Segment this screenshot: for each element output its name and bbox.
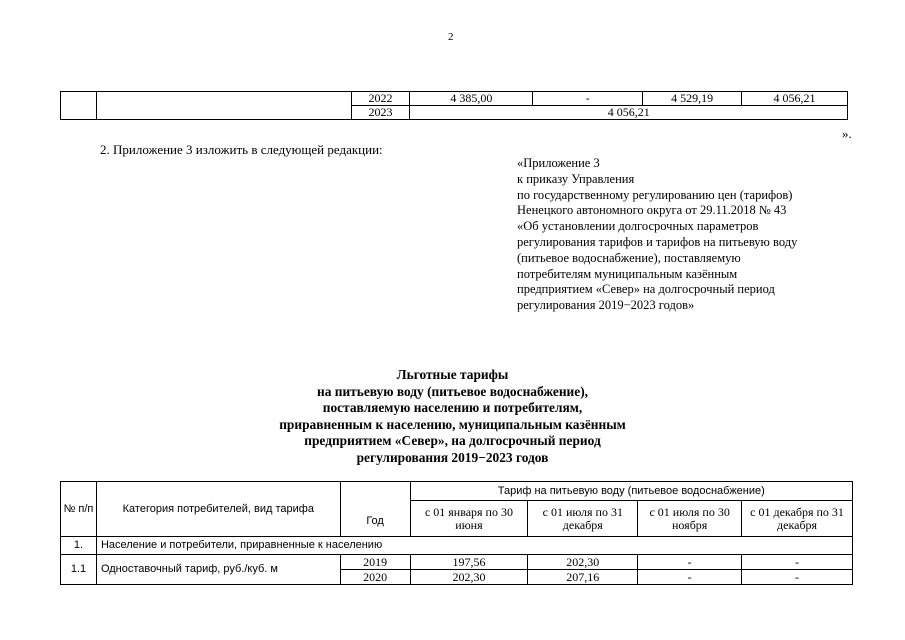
tariff-value: 197,56 [410, 555, 528, 570]
year-cell: 2023 [351, 106, 410, 120]
tariff-value: 207,16 [528, 570, 638, 585]
appendix-heading [517, 156, 847, 314]
title-line: поставляемую населению и потребителям, [322, 400, 583, 415]
header-number: № п/п [61, 482, 97, 537]
tariff-value: - [742, 555, 853, 570]
appendix-line: регулирования тарифов и тарифов на питьевую воду [517, 234, 798, 249]
value-cell: - [533, 92, 643, 106]
tariff-value: 202,30 [410, 570, 528, 585]
header-period-2: с 01 июля по 31 декабря [528, 501, 638, 537]
header-period-4: с 01 декабря по 31 декабря [742, 501, 853, 537]
title-line: Льготные тарифы [396, 367, 509, 382]
empty-cell [96, 92, 351, 120]
tariff-value: - [638, 555, 742, 570]
value-cell: 4 056,21 [742, 92, 848, 106]
year-cell: 2020 [340, 570, 410, 585]
year-cell: 2019 [340, 555, 410, 570]
title-line: регулирования 2019−2023 годов [356, 449, 549, 465]
appendix-line: потребителям муниципальным казённым [517, 266, 738, 281]
body-paragraph: 2. Приложение 3 изложить в следующей редакции: [100, 142, 383, 157]
document-title [200, 367, 705, 466]
appendix-line: к приказу Управления [517, 171, 635, 186]
title-line: предприятием «Север», на долгосрочный период [304, 433, 601, 448]
appendix-line: (питьевое водоснабжение), поставляемую [517, 250, 741, 265]
title-line: приравненным к населению, муниципальным казённым [279, 416, 626, 432]
header-period-3: с 01 июля по 30 ноября [638, 501, 742, 537]
header-year: Год [340, 482, 410, 537]
value-cell: 4 529,19 [643, 92, 742, 106]
appendix-line: Ненецкого автономного округа от 29.11.2018 № 43 [517, 203, 787, 218]
page-number: 2 [448, 31, 454, 43]
top-continuation-table [60, 91, 848, 120]
quote-end: ». [842, 126, 852, 141]
row-number: 1.1 [61, 555, 97, 585]
header-tariff-group: Тариф на питьевую воду (питьевое водоснабжение) [410, 482, 852, 501]
appendix-line: регулирования 2019−2023 годов» [517, 298, 695, 313]
header-category: Категория потребителей, вид тарифа [96, 482, 340, 537]
empty-cell [61, 92, 97, 120]
section-label: Население и потребители, приравненные к населению [96, 537, 852, 555]
appendix-line: предприятием «Север» на долгосрочный период [517, 282, 775, 297]
appendix-line: «Об установлении долгосрочных параметров [517, 219, 759, 234]
section-number: 1. [61, 537, 97, 555]
year-cell: 2022 [351, 92, 410, 106]
merged-value-cell: 4 056,21 [410, 106, 848, 120]
tariff-value: - [742, 570, 853, 585]
header-period-1: с 01 января по 30 июня [410, 501, 528, 537]
appendix-line: «Приложение 3 [517, 156, 600, 170]
row-label: Одноставочный тариф, руб./куб. м [96, 555, 340, 585]
tariff-table [60, 481, 853, 585]
value-cell: 4 385,00 [410, 92, 533, 106]
tariff-value: 202,30 [528, 555, 638, 570]
appendix-line: по государственному регулированию цен (тарифов) [517, 187, 793, 202]
title-line: на питьевую воду (питьевое водоснабжение), [316, 383, 588, 399]
tariff-value: - [638, 570, 742, 585]
